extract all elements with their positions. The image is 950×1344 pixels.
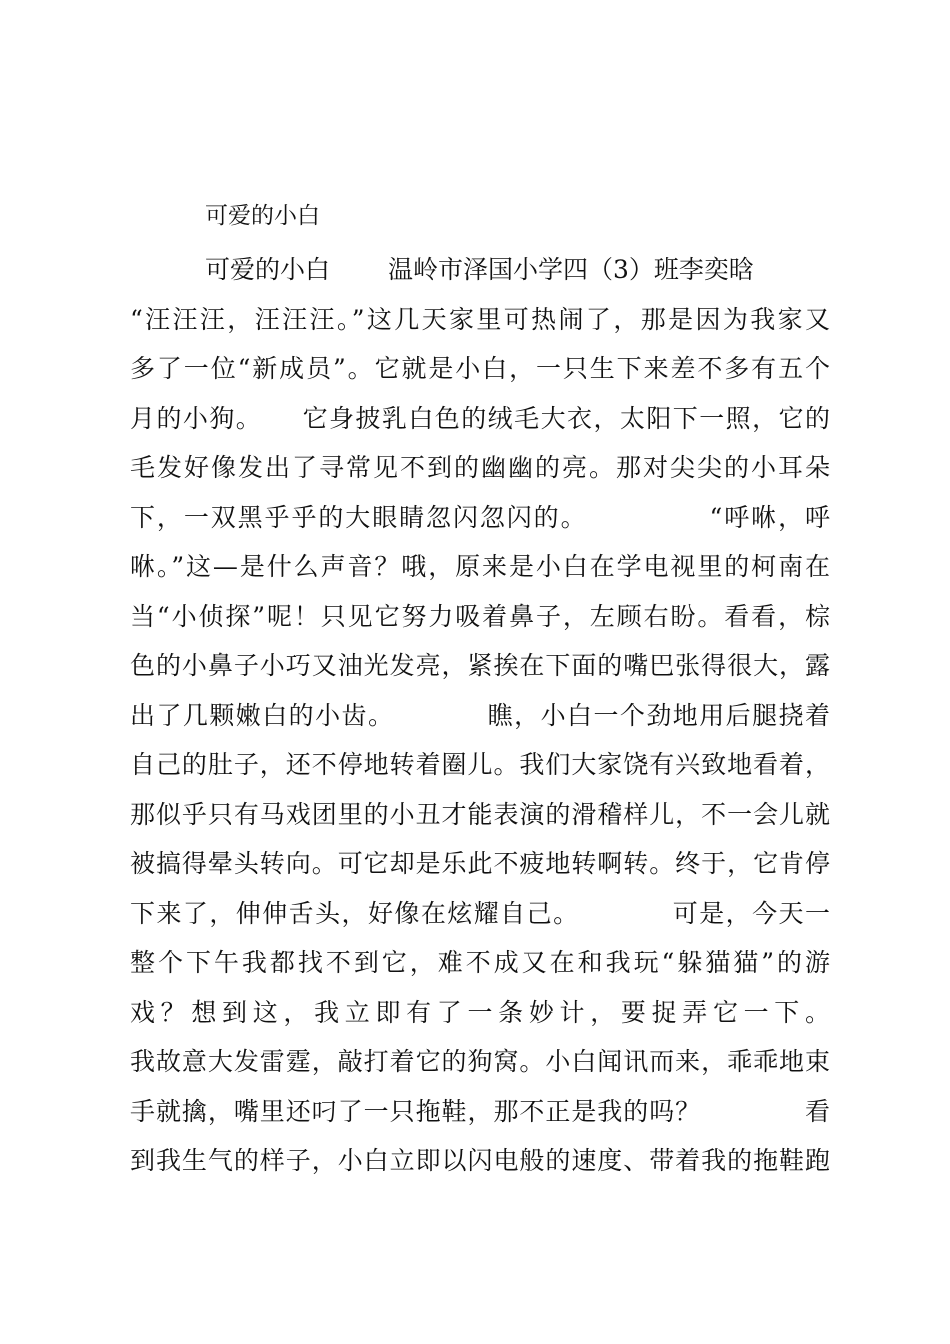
byline: 温岭市泽国小学四（3）班李奕晗 bbox=[388, 255, 754, 284]
text-line: 出了几颗嫩白的小齿。 瞧，小白一个劲地用后腿挠着 bbox=[130, 700, 830, 730]
text-line: 手就擒，嘴里还叼了一只拖鞋，那不正是我的吗？ 看 bbox=[130, 1096, 830, 1126]
document-title: 可爱的小白 bbox=[205, 203, 320, 229]
text-line: 下来了，伸伸舌头，好像在炫耀自己。 可是，今天一 bbox=[130, 898, 830, 928]
text-line: 下，一双黑乎乎的大眼睛忽闪忽闪的。 “呼咻，呼 bbox=[130, 502, 830, 532]
text-line: 毛发好像发出了寻常见不到的幽幽的亮。那对尖尖的小耳朵 bbox=[130, 453, 830, 482]
text-line: 咻。”这—是什么声音？哦，原来是小白在学电视里的柯南在 bbox=[130, 552, 830, 581]
text-line: 到我生气的样子，小白立即以闪电般的速度、带着我的拖鞋跑 bbox=[130, 1146, 830, 1175]
text-line: 整个下午我都找不到它，难不成又在和我玩“躲猫猫”的游 bbox=[130, 948, 830, 977]
heading-line bbox=[130, 245, 830, 295]
document-body bbox=[130, 245, 830, 1186]
text-line: 当“小侦探”呢！只见它努力吸着鼻子，左顾右盼。看看，棕 bbox=[130, 601, 830, 631]
text-line: 自己的肚子，还不停地转着圈儿。我们大家饶有兴致地看着， bbox=[130, 750, 830, 779]
text-line: “汪汪汪，汪汪汪。”这几天家里可热闹了，那是因为我家又 bbox=[130, 304, 830, 334]
story-title: 可爱的小白 bbox=[205, 255, 331, 284]
text-line: 我故意大发雷霆，敲打着它的狗窝。小白闻讯而来，乖乖地束 bbox=[130, 1047, 830, 1076]
text-line: 多了一位“新成员”。它就是小白，一只生下来差不多有五个 bbox=[130, 354, 830, 383]
text-line: 那似乎只有马戏团里的小丑才能表演的滑稽样儿，不一会儿就 bbox=[130, 799, 830, 829]
text-line: 戏？想到这，我立即有了一条妙计，要捉弄它一下。 bbox=[130, 997, 830, 1027]
text-line: 月的小狗。 它身披乳白色的绒毛大衣，太阳下一照，它的 bbox=[130, 403, 830, 433]
text-line: 被搞得晕头转向。可它却是乐此不疲地转啊转。终于，它肯停 bbox=[130, 849, 830, 878]
text-line: 色的小鼻子小巧又油光发亮，紧挨在下面的嘴巴张得很大，露 bbox=[130, 651, 830, 680]
